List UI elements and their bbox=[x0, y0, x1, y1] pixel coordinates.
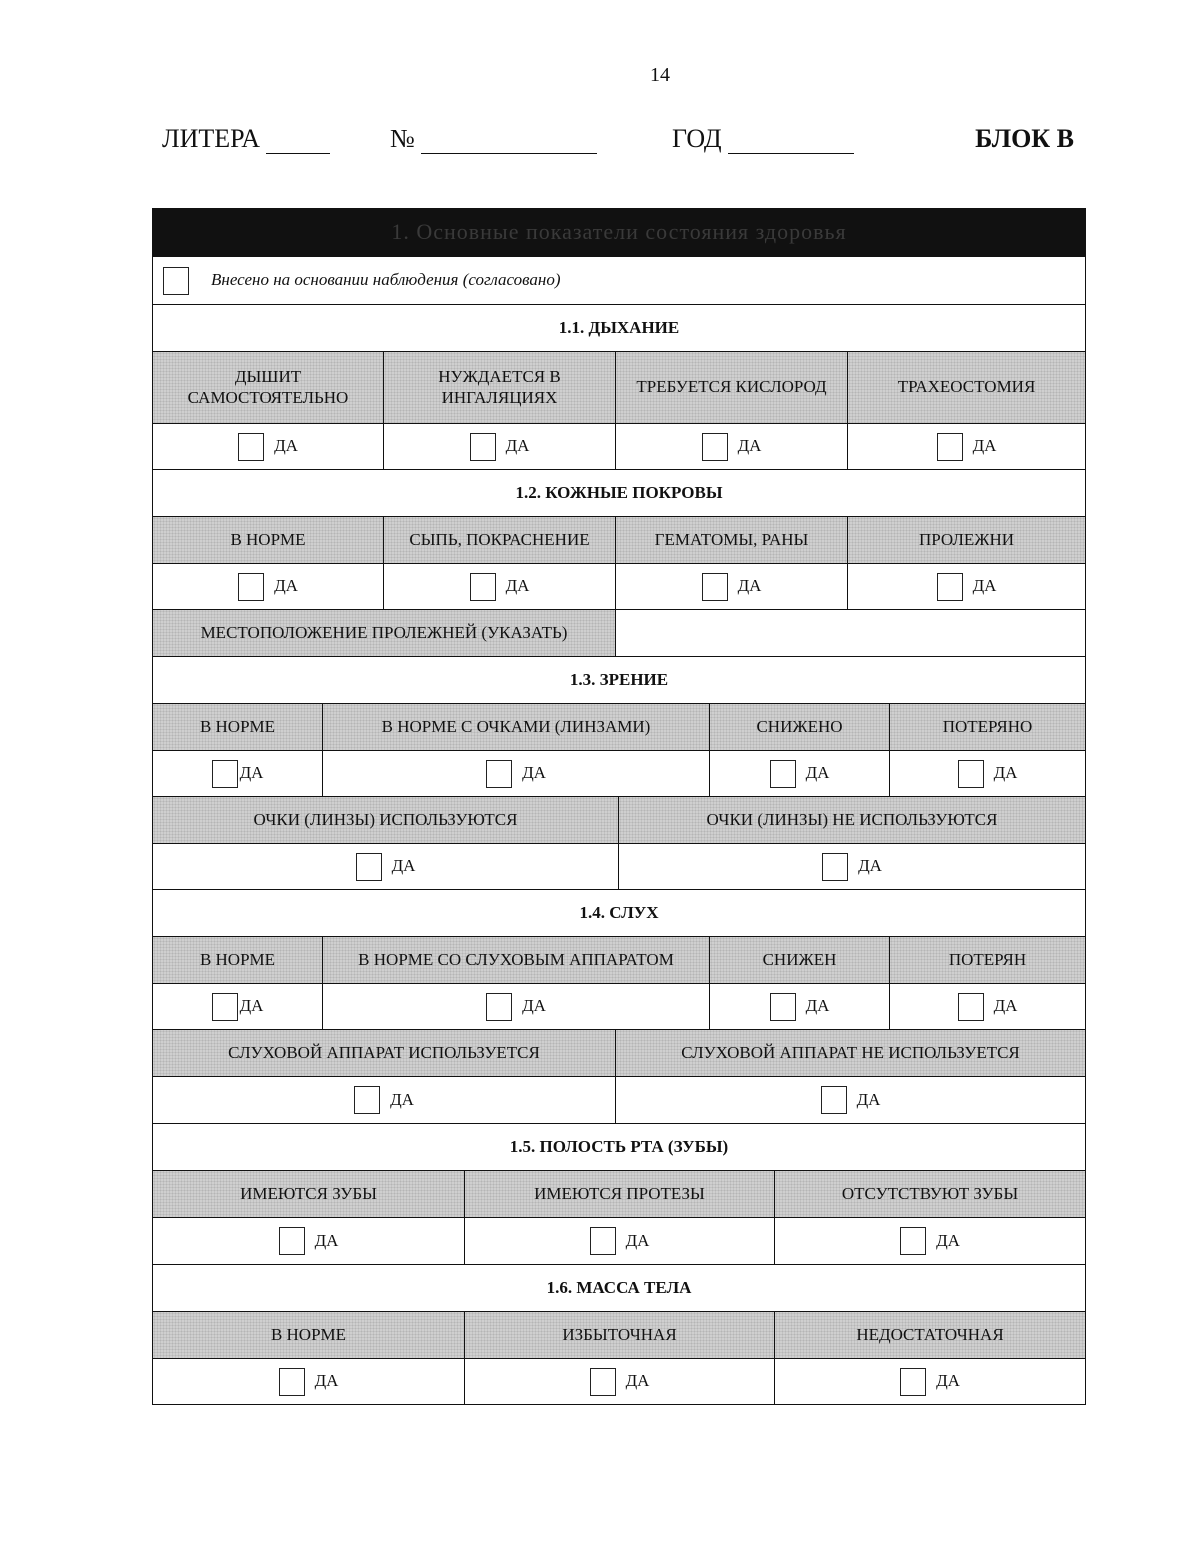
yes-checkbox[interactable] bbox=[470, 433, 496, 461]
yes-checkbox[interactable] bbox=[279, 1227, 305, 1255]
option-label: ТРЕБУЕТСЯ КИСЛОРОД bbox=[615, 352, 847, 423]
vision-options-row bbox=[153, 703, 1085, 750]
usage-label: ОЧКИ (ЛИНЗЫ) ИСПОЛЬЗУЮТСЯ bbox=[153, 797, 618, 843]
yes-cell bbox=[153, 1218, 464, 1264]
form-title-bar bbox=[153, 208, 1085, 256]
usage-label: СЛУХОВОЙ АППАРАТ НЕ ИСПОЛЬЗУЕТСЯ bbox=[615, 1030, 1085, 1076]
section-breathing-header bbox=[153, 304, 1085, 351]
yes-label: ДА bbox=[239, 996, 264, 1016]
hearing-options-row bbox=[153, 936, 1085, 983]
yes-cell bbox=[153, 751, 322, 796]
observation-checkbox[interactable] bbox=[163, 267, 189, 295]
weight-yes-row bbox=[153, 1358, 1085, 1404]
section-hearing-header bbox=[153, 889, 1085, 936]
yes-cell bbox=[153, 1359, 464, 1404]
yes-checkbox[interactable] bbox=[702, 573, 728, 601]
yes-cell bbox=[153, 844, 618, 889]
yes-label: ДА bbox=[274, 576, 298, 596]
yes-checkbox[interactable] bbox=[821, 1086, 847, 1114]
yes-label: ДА bbox=[239, 763, 264, 783]
yes-cell bbox=[618, 844, 1085, 889]
yes-label: ДА bbox=[505, 436, 530, 456]
weight-options-row bbox=[153, 1311, 1085, 1358]
yes-checkbox[interactable] bbox=[770, 993, 796, 1021]
yes-label: ДА bbox=[390, 1089, 414, 1109]
yes-label: ДА bbox=[936, 1371, 960, 1391]
skin-options-row bbox=[153, 516, 1085, 563]
section-vision-header bbox=[153, 656, 1085, 703]
yes-checkbox[interactable] bbox=[590, 1368, 616, 1396]
yes-cell bbox=[889, 751, 1085, 796]
yes-checkbox[interactable] bbox=[590, 1227, 616, 1255]
number-input-line[interactable] bbox=[421, 127, 597, 154]
yes-label: ДА bbox=[522, 996, 546, 1016]
block-label: БЛОК В bbox=[975, 124, 1074, 153]
yes-checkbox[interactable] bbox=[900, 1227, 926, 1255]
usage-label: СЛУХОВОЙ АППАРАТ ИСПОЛЬЗУЕТСЯ bbox=[153, 1030, 615, 1076]
option-label: В НОРМЕ С ОЧКАМИ (ЛИНЗАМИ) bbox=[322, 704, 709, 750]
observation-note: Внесено на основании наблюдения (согласовано) bbox=[211, 270, 561, 290]
yes-cell bbox=[153, 984, 322, 1029]
option-label: НУЖДАЕТСЯ В ИНГАЛЯЦИЯХ bbox=[383, 352, 615, 423]
page-number: 14 bbox=[650, 64, 670, 86]
oral-yes-row bbox=[153, 1217, 1085, 1264]
yes-label: ДА bbox=[625, 1230, 650, 1250]
yes-cell bbox=[615, 564, 847, 609]
form-title: 1. Основные показатели состояния здоровья bbox=[391, 219, 847, 244]
yes-cell bbox=[774, 1218, 1085, 1264]
yes-cell bbox=[464, 1218, 774, 1264]
yes-checkbox[interactable] bbox=[822, 853, 848, 881]
yes-label: ДА bbox=[805, 996, 830, 1016]
yes-checkbox[interactable] bbox=[212, 993, 238, 1021]
yes-cell bbox=[847, 424, 1085, 469]
yes-cell bbox=[709, 751, 889, 796]
hearing-aid-yes-row bbox=[153, 1076, 1085, 1123]
yes-label: ДА bbox=[972, 436, 997, 456]
form-header bbox=[162, 124, 1074, 158]
litera-label: ЛИТЕРА bbox=[162, 124, 261, 153]
litera-field bbox=[162, 124, 330, 154]
bedsore-location-input[interactable] bbox=[615, 610, 1085, 656]
year-field bbox=[672, 124, 854, 154]
hearing-yes-row bbox=[153, 983, 1085, 1029]
yes-cell bbox=[153, 1077, 615, 1123]
skin-yes-row bbox=[153, 563, 1085, 609]
usage-label: ОЧКИ (ЛИНЗЫ) НЕ ИСПОЛЬЗУЮТСЯ bbox=[618, 797, 1085, 843]
yes-label: ДА bbox=[737, 576, 762, 596]
breathing-options-row bbox=[153, 351, 1085, 423]
option-label: В НОРМЕ bbox=[153, 937, 322, 983]
year-label: ГОД bbox=[672, 124, 722, 153]
health-form bbox=[152, 208, 1086, 1405]
yes-label: ДА bbox=[505, 576, 530, 596]
oral-options-row bbox=[153, 1170, 1085, 1217]
yes-cell bbox=[615, 1077, 1085, 1123]
option-label: НЕДОСТАТОЧНАЯ bbox=[774, 1312, 1085, 1358]
option-label: СНИЖЕНО bbox=[709, 704, 889, 750]
number-label: № bbox=[390, 124, 415, 153]
yes-checkbox[interactable] bbox=[958, 993, 984, 1021]
option-label: ПОТЕРЯН bbox=[889, 937, 1085, 983]
yes-checkbox[interactable] bbox=[356, 853, 382, 881]
yes-checkbox[interactable] bbox=[958, 760, 984, 788]
number-field bbox=[390, 124, 597, 154]
yes-cell bbox=[322, 984, 709, 1029]
yes-cell bbox=[383, 424, 615, 469]
yes-checkbox[interactable] bbox=[486, 993, 512, 1021]
option-label: В НОРМЕ СО СЛУХОВЫМ АППАРАТОМ bbox=[322, 937, 709, 983]
yes-label: ДА bbox=[391, 856, 416, 876]
yes-cell bbox=[383, 564, 615, 609]
option-label: В НОРМЕ bbox=[153, 517, 383, 563]
yes-checkbox[interactable] bbox=[937, 433, 963, 461]
yes-checkbox[interactable] bbox=[238, 433, 264, 461]
yes-checkbox[interactable] bbox=[770, 760, 796, 788]
yes-cell bbox=[322, 751, 709, 796]
yes-label: ДА bbox=[993, 996, 1018, 1016]
observation-row bbox=[153, 256, 1085, 304]
observation-cell bbox=[153, 257, 1085, 304]
option-label: ОТСУТСТВУЮТ ЗУБЫ bbox=[774, 1171, 1085, 1217]
yes-label: ДА bbox=[314, 1230, 339, 1250]
option-label: В НОРМЕ bbox=[153, 704, 322, 750]
yes-label: ДА bbox=[856, 1089, 881, 1109]
yes-checkbox[interactable] bbox=[702, 433, 728, 461]
option-label: ПОТЕРЯНО bbox=[889, 704, 1085, 750]
bedsore-location-label: МЕСТОПОЛОЖЕНИЕ ПРОЛЕЖНЕЙ (УКАЗАТЬ) bbox=[153, 610, 615, 656]
yes-label: ДА bbox=[805, 763, 830, 783]
option-label: ТРАХЕОСТОМИЯ bbox=[847, 352, 1085, 423]
yes-cell bbox=[615, 424, 847, 469]
yes-label: ДА bbox=[314, 1371, 339, 1391]
option-label: ГЕМАТОМЫ, РАНЫ bbox=[615, 517, 847, 563]
option-label: ДЫШИТ САМОСТОЯТЕЛЬНО bbox=[153, 352, 383, 423]
yes-label: ДА bbox=[972, 576, 997, 596]
yes-label: ДА bbox=[936, 1230, 960, 1250]
vision-yes-row bbox=[153, 750, 1085, 796]
yes-checkbox[interactable] bbox=[238, 573, 264, 601]
section-title: 1.6. МАССА ТЕЛА bbox=[546, 1277, 692, 1297]
yes-checkbox[interactable] bbox=[212, 760, 238, 788]
yes-cell bbox=[153, 424, 383, 469]
yes-cell bbox=[153, 564, 383, 609]
year-input-line[interactable] bbox=[728, 127, 854, 154]
yes-checkbox[interactable] bbox=[470, 573, 496, 601]
option-label: В НОРМЕ bbox=[153, 1312, 464, 1358]
section-title: 1.4. СЛУХ bbox=[579, 902, 659, 922]
glasses-yes-row bbox=[153, 843, 1085, 889]
option-label: СЫПЬ, ПОКРАСНЕНИЕ bbox=[383, 517, 615, 563]
yes-cell bbox=[774, 1359, 1085, 1404]
option-label: ИМЕЮТСЯ ЗУБЫ bbox=[153, 1171, 464, 1217]
bedsore-location-row bbox=[153, 609, 1085, 656]
yes-label: ДА bbox=[625, 1371, 650, 1391]
glasses-usage-row bbox=[153, 796, 1085, 843]
litera-input-line[interactable] bbox=[266, 127, 330, 154]
yes-cell bbox=[464, 1359, 774, 1404]
section-title: 1.3. ЗРЕНИЕ bbox=[569, 669, 669, 689]
section-title: 1.1. ДЫХАНИЕ bbox=[558, 317, 680, 337]
yes-checkbox[interactable] bbox=[354, 1086, 380, 1114]
breathing-yes-row bbox=[153, 423, 1085, 469]
yes-cell bbox=[709, 984, 889, 1029]
section-title: 1.5. ПОЛОСТЬ РТА (ЗУБЫ) bbox=[509, 1136, 729, 1156]
yes-label: ДА bbox=[737, 436, 762, 456]
yes-checkbox[interactable] bbox=[279, 1368, 305, 1396]
option-label: ИЗБЫТОЧНАЯ bbox=[464, 1312, 774, 1358]
yes-cell bbox=[889, 984, 1085, 1029]
yes-label: ДА bbox=[993, 763, 1018, 783]
section-weight-header bbox=[153, 1264, 1085, 1311]
yes-label: ДА bbox=[522, 763, 546, 783]
option-label: СНИЖЕН bbox=[709, 937, 889, 983]
section-oral-header bbox=[153, 1123, 1085, 1170]
hearing-aid-usage-row bbox=[153, 1029, 1085, 1076]
yes-checkbox[interactable] bbox=[486, 760, 512, 788]
yes-checkbox[interactable] bbox=[900, 1368, 926, 1396]
section-title: 1.2. КОЖНЫЕ ПОКРОВЫ bbox=[515, 482, 723, 502]
option-label: ПРОЛЕЖНИ bbox=[847, 517, 1085, 563]
yes-cell bbox=[847, 564, 1085, 609]
yes-checkbox[interactable] bbox=[937, 573, 963, 601]
yes-label: ДА bbox=[858, 856, 882, 876]
option-label: ИМЕЮТСЯ ПРОТЕЗЫ bbox=[464, 1171, 774, 1217]
yes-label: ДА bbox=[274, 436, 298, 456]
section-skin-header bbox=[153, 469, 1085, 516]
